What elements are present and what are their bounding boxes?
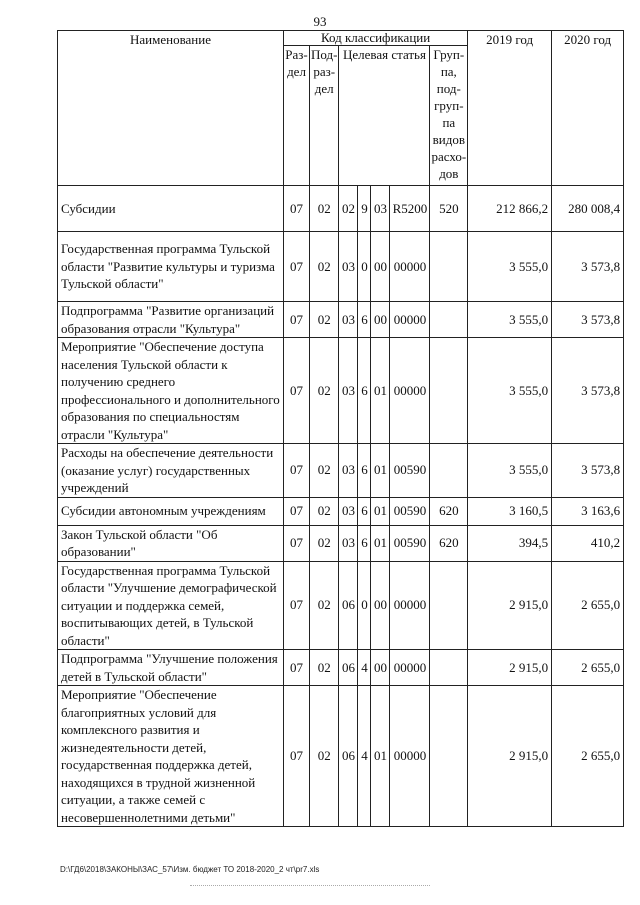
row-name: Субсидии: [58, 186, 284, 232]
row-name: Мероприятие "Обеспечение благоприятных условий для комплексного развития и жизнедеятельности детей, государственная поддержка детей, находящихся в трудной жизненной ситуации, а также семей с несовершеннолетними детьми": [58, 686, 284, 827]
row-subsection: 02: [310, 525, 339, 561]
budget-table: [57, 30, 624, 827]
scan-artifact-line: [190, 885, 430, 886]
table-row: [58, 338, 624, 444]
row-subsection: 02: [310, 338, 339, 444]
row-amount-2020: 3 573,8: [552, 338, 624, 444]
row-section: 07: [284, 444, 310, 498]
row-target-event: 01: [371, 525, 390, 561]
row-amount-2020: 3 573,8: [552, 302, 624, 338]
header-2019: 2019 год: [468, 31, 552, 186]
row-expense-group: [430, 444, 468, 498]
row-target-program: 03: [339, 232, 358, 302]
row-section: 07: [284, 232, 310, 302]
row-name: Государственная программа Тульской области "Улучшение демографической ситуации и поддержка семей, воспитывающих детей, в Тульской области": [58, 561, 284, 650]
row-target-subprogram: 6: [358, 444, 371, 498]
table-row: [58, 232, 624, 302]
row-amount-2020: 3 573,8: [552, 444, 624, 498]
row-amount-2019: 3 555,0: [468, 232, 552, 302]
row-target-program: 03: [339, 525, 358, 561]
row-amount-2020: 280 008,4: [552, 186, 624, 232]
row-amount-2019: 2 915,0: [468, 650, 552, 686]
table-row: [58, 186, 624, 232]
row-section: 07: [284, 338, 310, 444]
row-target-event: 01: [371, 497, 390, 525]
row-amount-2019: 212 866,2: [468, 186, 552, 232]
row-target-program: 03: [339, 302, 358, 338]
row-subsection: 02: [310, 686, 339, 827]
row-expense-group: [430, 232, 468, 302]
row-target-subprogram: 6: [358, 497, 371, 525]
table-row: [58, 686, 624, 827]
row-subsection: 02: [310, 497, 339, 525]
row-target-direction: 00000: [390, 561, 430, 650]
header-subsection: Под- раз- дел: [310, 46, 339, 186]
table-body: [58, 186, 624, 827]
row-target-direction: 00590: [390, 525, 430, 561]
row-target-program: 03: [339, 444, 358, 498]
row-target-subprogram: 6: [358, 525, 371, 561]
row-expense-group: [430, 338, 468, 444]
row-target-program: 02: [339, 186, 358, 232]
row-expense-group: [430, 561, 468, 650]
row-target-subprogram: 6: [358, 302, 371, 338]
row-target-direction: 00000: [390, 302, 430, 338]
row-target-subprogram: 4: [358, 686, 371, 827]
row-target-subprogram: 9: [358, 186, 371, 232]
row-target-event: 03: [371, 186, 390, 232]
row-amount-2020: 3 573,8: [552, 232, 624, 302]
row-target-direction: 00000: [390, 232, 430, 302]
header-2020: 2020 год: [552, 31, 624, 186]
table-header: [58, 31, 624, 186]
header-section: Раз- дел: [284, 46, 310, 186]
table-row: [58, 561, 624, 650]
row-subsection: 02: [310, 444, 339, 498]
row-target-direction: 00590: [390, 444, 430, 498]
row-expense-group: [430, 302, 468, 338]
header-expense-group: Груп- па, под- груп- па видов расхо- дов: [430, 46, 468, 186]
header-target-article: Целевая статья: [339, 46, 430, 186]
table-row: [58, 525, 624, 561]
row-section: 07: [284, 302, 310, 338]
header-classification: Код классификации: [284, 31, 468, 46]
row-section: 07: [284, 525, 310, 561]
row-amount-2020: 2 655,0: [552, 561, 624, 650]
row-name: Закон Тульской области "Об образовании": [58, 525, 284, 561]
row-section: 07: [284, 186, 310, 232]
footer-file-path: D:\ГД6\2018\ЗАКОНЫ\ЗАС_57\Изм. бюджет ТО 2018-2020_2 чт\pr7.xls: [60, 865, 320, 874]
row-target-direction: 00000: [390, 338, 430, 444]
row-target-event: 00: [371, 232, 390, 302]
row-section: 07: [284, 650, 310, 686]
row-section: 07: [284, 686, 310, 827]
row-name: Мероприятие "Обеспечение доступа населения Тульской области к получению среднего профессионального и дополнительного образования по специальностям отрасли "Культура": [58, 338, 284, 444]
row-amount-2020: 410,2: [552, 525, 624, 561]
row-target-direction: 00000: [390, 650, 430, 686]
row-target-subprogram: 0: [358, 232, 371, 302]
row-expense-group: 620: [430, 525, 468, 561]
row-subsection: 02: [310, 186, 339, 232]
row-amount-2020: 2 655,0: [552, 650, 624, 686]
row-target-direction: R5200: [390, 186, 430, 232]
row-amount-2020: 2 655,0: [552, 686, 624, 827]
row-name: Подпрограмма "Улучшение положения детей в Тульской области": [58, 650, 284, 686]
row-amount-2019: 394,5: [468, 525, 552, 561]
page-number: 93: [313, 14, 327, 29]
table-row: [58, 444, 624, 498]
row-amount-2019: 3 555,0: [468, 338, 552, 444]
row-amount-2019: 2 915,0: [468, 686, 552, 827]
table-row: [58, 650, 624, 686]
row-amount-2019: 2 915,0: [468, 561, 552, 650]
row-target-program: 03: [339, 497, 358, 525]
row-target-subprogram: 4: [358, 650, 371, 686]
row-amount-2019: 3 555,0: [468, 302, 552, 338]
row-name: Субсидии автономным учреждениям: [58, 497, 284, 525]
row-name: Подпрограмма "Развитие организаций образования отрасли "Культура": [58, 302, 284, 338]
row-name: Расходы на обеспечение деятельности (оказание услуг) государственных учреждений: [58, 444, 284, 498]
row-target-event: 00: [371, 561, 390, 650]
row-target-event: 01: [371, 686, 390, 827]
row-target-direction: 00000: [390, 686, 430, 827]
row-expense-group: 620: [430, 497, 468, 525]
row-expense-group: 520: [430, 186, 468, 232]
row-target-program: 06: [339, 650, 358, 686]
row-target-event: 01: [371, 444, 390, 498]
row-target-subprogram: 6: [358, 338, 371, 444]
row-target-event: 00: [371, 302, 390, 338]
row-target-program: 06: [339, 686, 358, 827]
row-expense-group: [430, 650, 468, 686]
row-subsection: 02: [310, 561, 339, 650]
row-amount-2019: 3 160,5: [468, 497, 552, 525]
row-subsection: 02: [310, 650, 339, 686]
row-amount-2019: 3 555,0: [468, 444, 552, 498]
row-target-direction: 00590: [390, 497, 430, 525]
row-target-subprogram: 0: [358, 561, 371, 650]
table-row: [58, 497, 624, 525]
row-section: 07: [284, 497, 310, 525]
row-subsection: 02: [310, 302, 339, 338]
row-target-event: 01: [371, 338, 390, 444]
header-name: Наименование: [58, 31, 284, 186]
row-section: 07: [284, 561, 310, 650]
row-target-event: 00: [371, 650, 390, 686]
row-name: Государственная программа Тульской области "Развитие культуры и туризма Тульской области": [58, 232, 284, 302]
table-row: [58, 302, 624, 338]
row-target-program: 06: [339, 561, 358, 650]
row-expense-group: [430, 686, 468, 827]
row-subsection: 02: [310, 232, 339, 302]
row-amount-2020: 3 163,6: [552, 497, 624, 525]
row-target-program: 03: [339, 338, 358, 444]
